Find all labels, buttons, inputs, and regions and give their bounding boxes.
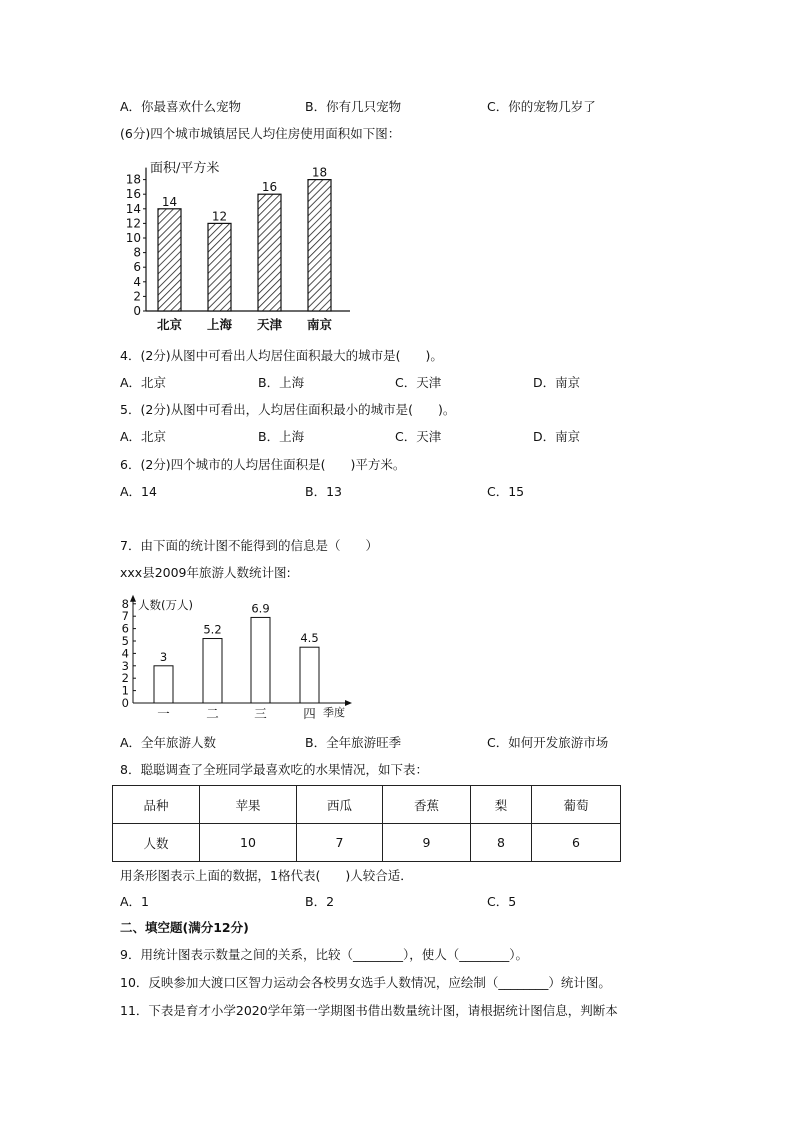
table-cell: 西瓜 bbox=[297, 786, 383, 824]
y-tick-label: 4 bbox=[121, 646, 129, 661]
q4-option-d: D．南京 bbox=[533, 375, 581, 390]
q7-option-b: B．全年旅游旺季 bbox=[305, 735, 402, 750]
q8-option-a: A．1 bbox=[120, 894, 150, 909]
y-tick-label: 16 bbox=[125, 187, 141, 202]
bar bbox=[251, 617, 270, 703]
x-tick-label: 四 bbox=[303, 706, 316, 721]
chart2-xlabel: 季度 bbox=[323, 706, 345, 719]
q8-text: 8．聪聪调查了全班同学最喜欢吃的水果情况，如下表： bbox=[120, 762, 428, 777]
chart2-ylabel: 人数(万人) bbox=[138, 598, 193, 612]
q10-text: 10．反映参加大渡口区智力运动会各校男女选手人数情况，应绘制（________）统计图。 bbox=[120, 975, 611, 990]
table-cell: 梨 bbox=[471, 786, 532, 824]
y-tick-label: 2 bbox=[121, 671, 129, 686]
table-cell: 6 bbox=[532, 824, 621, 862]
data-label: 5.2 bbox=[203, 622, 222, 637]
table-cell: 人数 bbox=[113, 824, 200, 862]
y-tick-label: 18 bbox=[125, 172, 141, 187]
data-label: 12 bbox=[211, 209, 228, 224]
q11-text: 11．下表是育才小学2020学年第一学期图书借出数量统计图，请根据统计图信息，判断本 bbox=[120, 1003, 618, 1018]
q7-option-a: A．全年旅游人数 bbox=[120, 735, 217, 750]
x-tick-label: 三 bbox=[254, 706, 267, 721]
bar bbox=[308, 180, 331, 311]
table-cell: 10 bbox=[200, 824, 297, 862]
x-tick-label: 二 bbox=[206, 706, 219, 721]
bar bbox=[158, 209, 181, 311]
y-tick-label: 3 bbox=[121, 658, 129, 673]
q7-text: 7．由下面的统计图不能得到的信息是（ ） bbox=[120, 538, 378, 553]
y-tick-label: 8 bbox=[133, 245, 141, 260]
y-tick-label: 8 bbox=[121, 596, 129, 611]
x-tick-label: 南京 bbox=[306, 317, 333, 332]
q4-option-b: B．上海 bbox=[258, 375, 305, 390]
bar bbox=[300, 647, 319, 703]
bar bbox=[203, 639, 222, 703]
q9-text: 9．用统计图表示数量之间的关系，比较（________），使人（________）。 bbox=[120, 947, 528, 962]
y-tick-label: 0 bbox=[133, 304, 141, 318]
table-cell: 品种 bbox=[113, 786, 200, 824]
q6-option-c: C．15 bbox=[487, 484, 525, 499]
table-cell: 7 bbox=[297, 824, 383, 862]
y-tick-label: 14 bbox=[125, 201, 141, 216]
bar bbox=[208, 223, 231, 311]
y-axis-arrow bbox=[130, 595, 136, 602]
q3-option-b: B．你有几只宠物 bbox=[305, 99, 402, 114]
q7-option-c: C．如何开发旅游市场 bbox=[487, 735, 609, 750]
y-tick-label: 7 bbox=[121, 609, 129, 624]
x-tick-label: 天津 bbox=[256, 317, 283, 332]
x-tick-label: 北京 bbox=[156, 317, 183, 332]
q8-option-c: C．5 bbox=[487, 894, 517, 909]
intro-line: (6分)四个城市城镇居民人均住房使用面积如下图： bbox=[120, 126, 401, 141]
q5-option-c: C．天津 bbox=[395, 429, 442, 444]
q6-option-a: A．14 bbox=[120, 484, 157, 499]
q6-option-b: B．13 bbox=[305, 484, 342, 499]
q4-option-c: C．天津 bbox=[395, 375, 442, 390]
x-tick-label: 一 bbox=[157, 706, 170, 721]
q4-option-a: A．北京 bbox=[120, 375, 167, 390]
q3-option-a: A．你最喜欢什么宠物 bbox=[120, 99, 242, 114]
q5-option-a: A．北京 bbox=[120, 429, 167, 444]
y-tick-label: 6 bbox=[133, 260, 141, 275]
table-cell: 苹果 bbox=[200, 786, 297, 824]
y-tick-label: 1 bbox=[121, 683, 129, 698]
data-label: 4.5 bbox=[300, 631, 319, 646]
y-tick-label: 10 bbox=[125, 231, 141, 245]
table-cell: 8 bbox=[471, 824, 532, 862]
y-tick-label: 0 bbox=[121, 696, 129, 710]
q5-option-d: D．南京 bbox=[533, 429, 581, 444]
bar bbox=[258, 194, 281, 311]
table-row bbox=[113, 824, 621, 862]
q8-after-text: 用条形图表示上面的数据，1格代表( )人较合适． bbox=[120, 868, 413, 883]
table-cell: 9 bbox=[383, 824, 471, 862]
q3-option-c: C．你的宠物几岁了 bbox=[487, 99, 596, 114]
q4-text: 4．(2分)从图中可看出人均居住面积最大的城市是( )。 bbox=[120, 348, 443, 363]
q5-text: 5．(2分)从图中可看出，人均居住面积最小的城市是( )。 bbox=[120, 402, 456, 417]
section2-title: 二、填空题(满分12分) bbox=[120, 920, 249, 935]
data-label: 6.9 bbox=[251, 601, 270, 616]
x-tick-label: 上海 bbox=[206, 317, 233, 332]
table-cell: 葡萄 bbox=[532, 786, 621, 824]
fruit-table bbox=[112, 785, 621, 862]
chart2-caption: xxx县2009年旅游人数统计图: bbox=[120, 565, 291, 580]
q8-option-b: B．2 bbox=[305, 894, 335, 909]
chart1-ylabel: 面积/平方米 bbox=[150, 161, 220, 176]
y-tick-label: 6 bbox=[121, 621, 129, 636]
y-tick-label: 4 bbox=[133, 274, 141, 289]
data-label: 18 bbox=[311, 165, 328, 180]
data-label: 14 bbox=[161, 194, 178, 209]
y-tick-label: 12 bbox=[125, 216, 141, 231]
data-label: 16 bbox=[261, 180, 278, 195]
x-axis-arrow bbox=[345, 700, 352, 706]
bar bbox=[154, 666, 173, 703]
q5-option-b: B．上海 bbox=[258, 429, 305, 444]
y-tick-label: 5 bbox=[121, 634, 129, 648]
table-cell: 香蕉 bbox=[383, 786, 471, 824]
table-row bbox=[113, 786, 621, 824]
y-tick-label: 2 bbox=[133, 289, 141, 304]
data-label: 3 bbox=[159, 649, 168, 664]
q6-text: 6．(2分)四个城市的人均居住面积是( )平方米。 bbox=[120, 457, 406, 472]
